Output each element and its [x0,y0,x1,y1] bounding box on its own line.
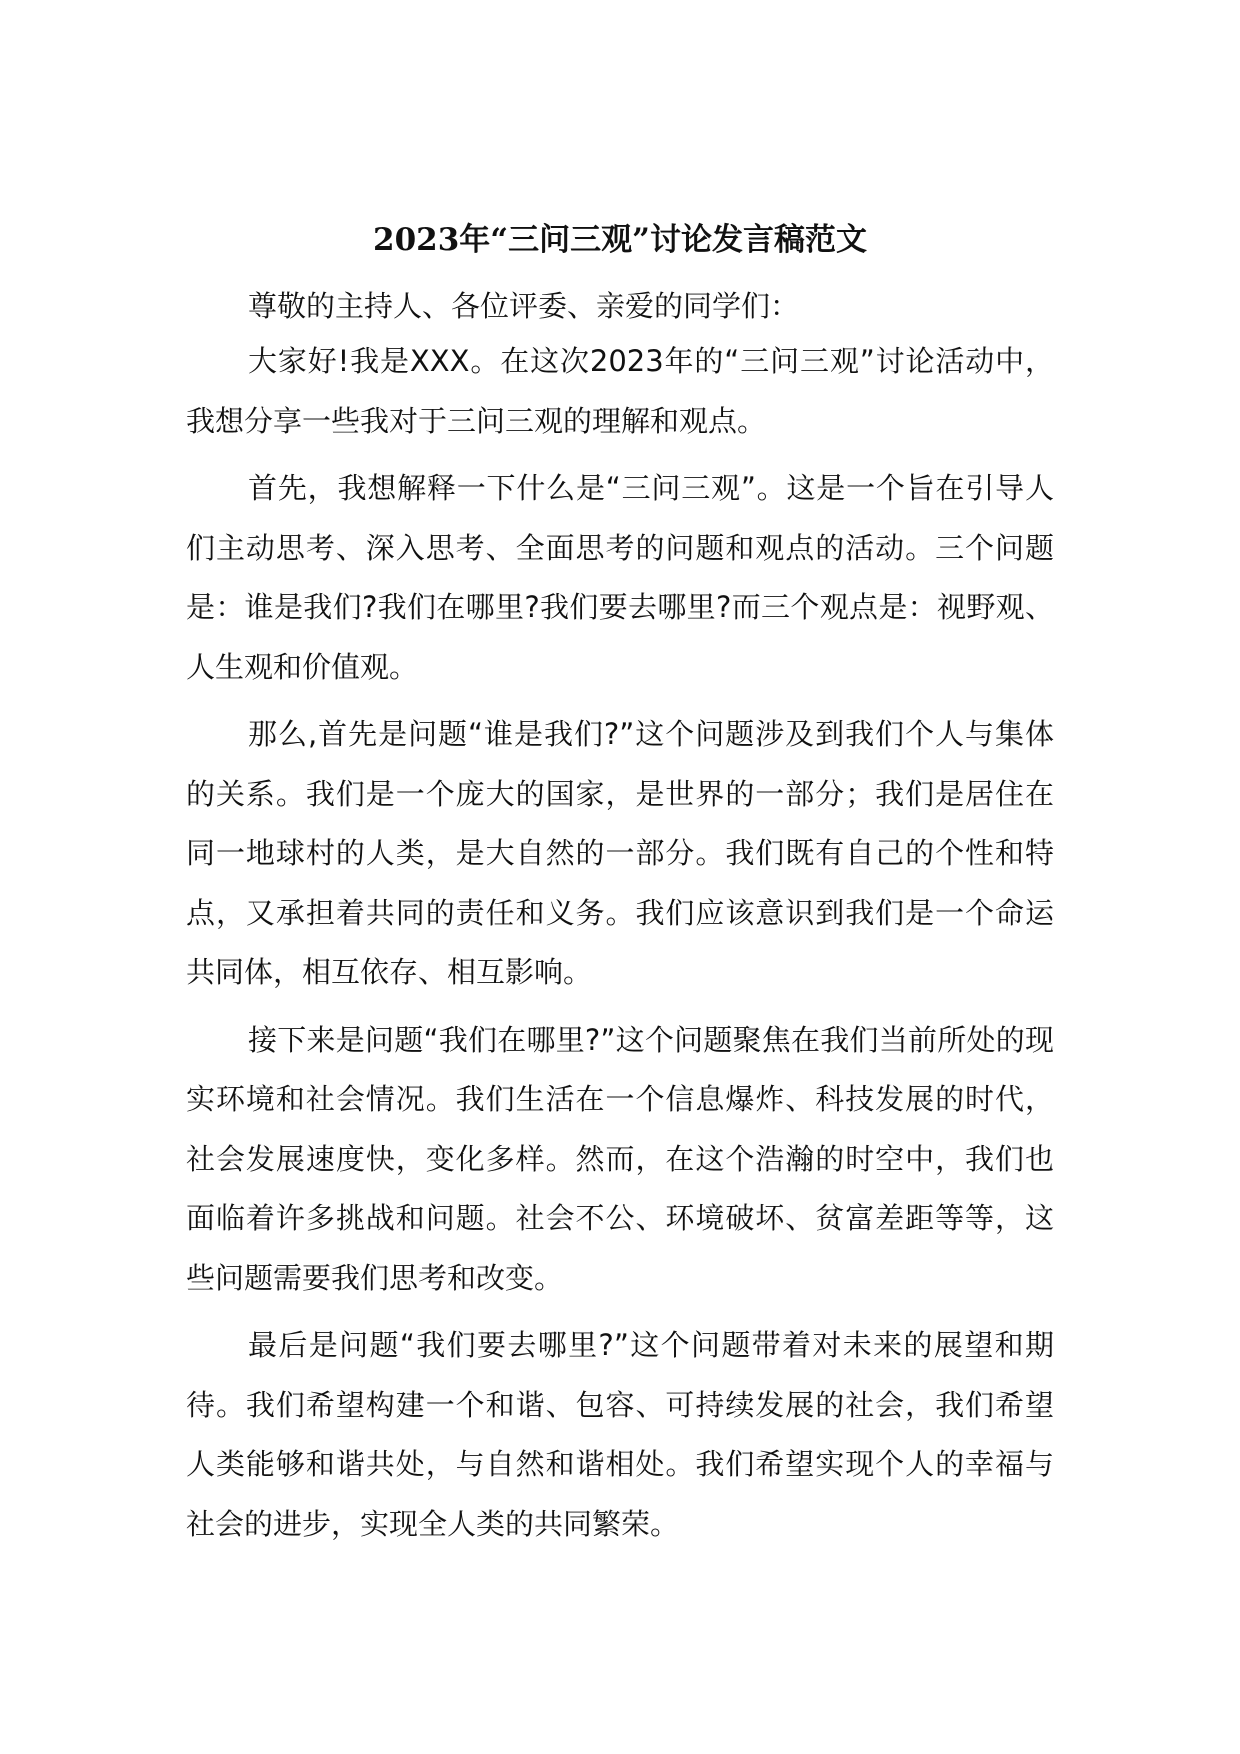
paragraph-intro: 大家好!我是XXX。在这次2023年的“三问三观”讨论活动中，我想分享一些我对于三问三观的理解和观点。 [186,344,1054,438]
paragraph-where-are-we: 接下来是问题“我们在哪里?”这个问题聚焦在我们当前所处的现实环境和社会情况。我们生活在一个信息爆炸、科技发展的时代，社会发展速度快，变化多样。然而，在这个浩瀚的时空中，我们也面临着许多挑战和问题。社会不公、环境破坏、贫富差距等等，这些问题需要我们思考和改变。 [186,1022,1054,1295]
paragraph-who-are-we: 那么,首先是问题“谁是我们?”这个问题涉及到我们个人与集体的关系。我们是一个庞大的国家，是世界的一部分；我们是居住在同一地球村的人类，是大自然的一部分。我们既有自己的个性和特点，又承担着共同的责任和义务。我们应该意识到我们是一个命运共同体，相互依存、相互影响。 [186,717,1054,989]
greeting-paragraph: 尊敬的主持人、各位评委、亲爱的同学们： [248,289,800,323]
paragraph-where-to-go: 最后是问题“我们要去哪里?”这个问题带着对未来的展望和期待。我们希望构建一个和谐、包容、可持续发展的社会，我们希望人类能够和谐共处，与自然和谐相处。我们希望实现个人的幸福与社会的进步，实现全人类的共同繁荣。 [186,1328,1054,1541]
document-body [186,282,1054,1562]
document-title: 2023年“三问三观”讨论发言稿范文 [373,222,867,258]
paragraph-definition: 首先，我想解释一下什么是“三问三观”。这是一个旨在引导人们主动思考、深入思考、全面思考的问题和观点的活动。三个问题是：谁是我们?我们在哪里?我们要去哪里?而三个观点是：视野观、人生观和价值观。 [186,471,1054,684]
